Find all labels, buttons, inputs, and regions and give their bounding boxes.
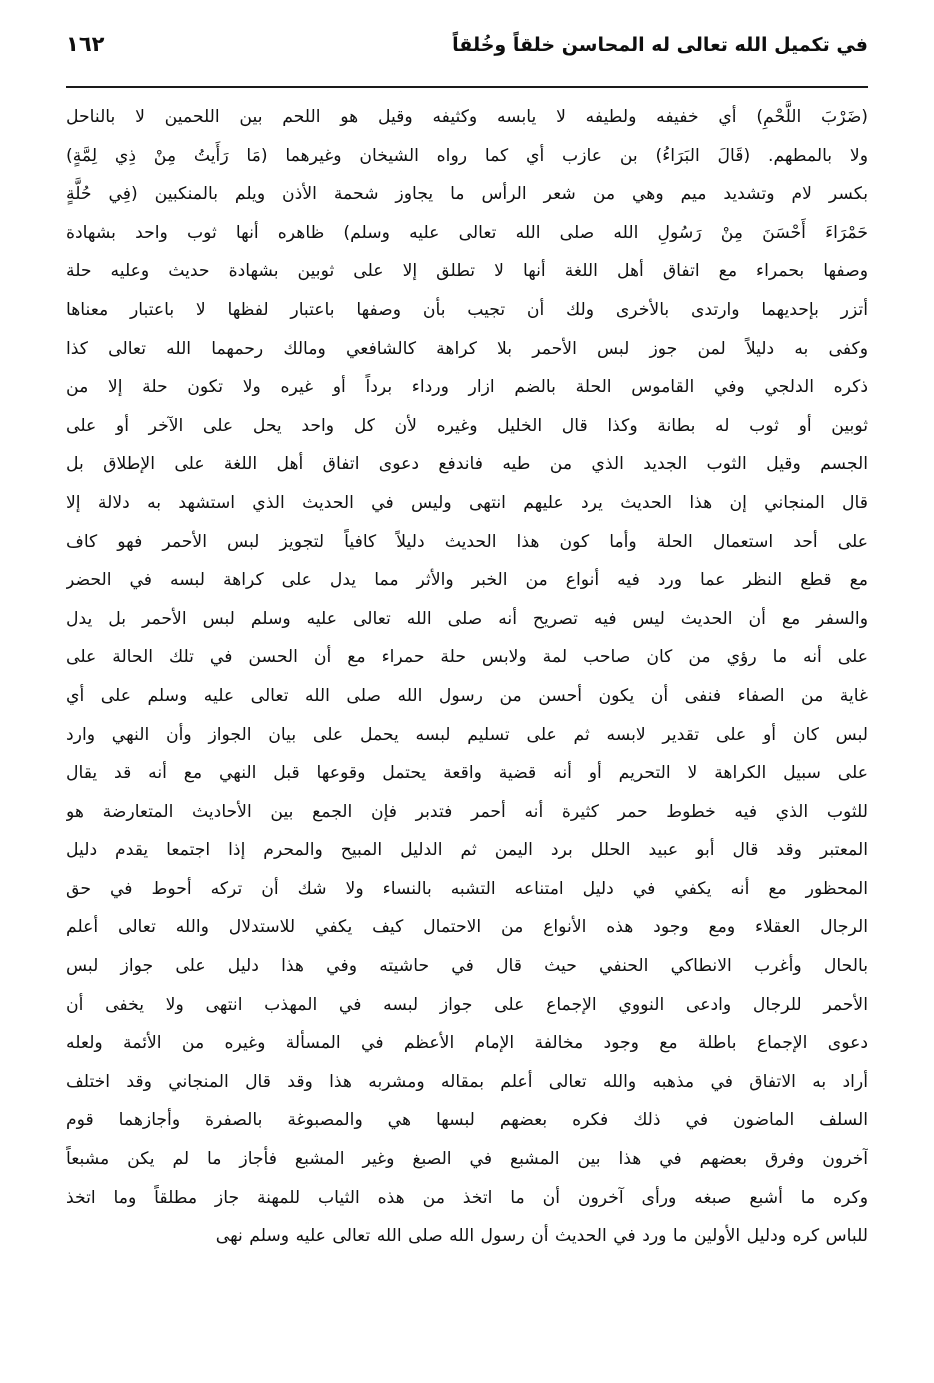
text-line: السلف الماضون في ذلك فكره بعضهم لبسها هي والمصبوغة بالصفرة وأجازهما قوم — [66, 1110, 868, 1131]
text-line: على أنه ما رؤي من كان صاحب لمة ولابس حلة حمراء مع أن الحسن في تلك الحالة على — [66, 647, 868, 668]
text-line: لبس كان أو على تقدير لابسه ثم على تسليم لبسه يحمل على بيان الجواز وأن النهي وارد — [66, 724, 868, 745]
text-line: أتزر بإحديهما وارتدى بالأخرى ولك أن تجيب بأن وصفها باعتبار لفظها لا باعتبار معناها — [66, 299, 868, 320]
text-line: المحظور مع أنه يكفي في دليل امتناعه التشبه بالنساء ولا شك أن تركه أحوط في حق — [66, 878, 868, 899]
text-line: حَمْرَاءَ أَحْسَنَ مِنْ رَسُولِ الله صلى الله تعالى عليه وسلم) ظاهره أنها ثوب واحد بشهادة — [66, 222, 868, 243]
page-number: ١٦٢ — [66, 32, 105, 56]
text-line: والسفر مع أن الحديث ليس فيه تصريح أنه صلى الله تعالى عليه وسلم لبس الأحمر بل يدل — [66, 608, 868, 629]
text-line: للباس كره ودليل الأولين ما ورد في الحديث أن رسول الله صلى الله تعالى عليه وسلم نهى — [215, 1226, 868, 1247]
text-line: آخرون وفرق بعضهم في هذا بين المشبع في الصبغ وغير المشبع فأجاز ما لم يكن مشبعاً — [66, 1149, 868, 1170]
body-text — [66, 98, 868, 1256]
text-line: على سبيل الكراهة لا التحريم أو أنه قضية واقعة يحتمل وقوعها قبل النهي مع أنه قد يقال — [66, 763, 868, 784]
text-line: وكفى به دليلاً لمن جوز لبس الأحمر بلا كراهة كالشافعي ومالك رحمهما الله تعالى كذا — [66, 338, 868, 359]
text-line: وكره ما أشبع صبغه ورأى آخرون أن ما اتخذ من هذه الثياب للمهنة جاز مطلقاً وما اتخذ — [66, 1187, 868, 1208]
text-line: ثوبين أو ثوب له بطانة وكذا قال الخليل وغيره لأن كل واحد يحل على الآخر أو على — [66, 415, 868, 436]
text-line: الرجال العقلاء ومع وجود هذه الأنواع من الاحتمال كيف يكفي للاستدلال والله تعالى أعلم — [66, 917, 868, 938]
chapter-title: في تكميل الله تعالى له المحاسن خلقاً وخُلقاً — [452, 34, 868, 56]
text-line: ولا بالمطهم. (قَالَ البَرَاءُ) بن عازب أي كما رواه الشيخان وغيرهما (مَا رَأَيتُ مِنْ ذِي لِمَّةٍ) — [66, 145, 868, 166]
text-line: مع قطع النظر عما ورد فيه أنواع من الخبر والأثر مما يدل على كراهة لبسه في الحضر — [66, 570, 868, 591]
text-line: بكسر لام وتشديد ميم وهي من شعر الرأس ما يجاوز شحمة الأذن ويلم بالمنكبين (فِي حُلَّةٍ — [66, 184, 868, 205]
text-line: ذكره الدلجي وفي القاموس الحلة بالضم ازار ورداء برداً أو غيره ولا تكون حلة إلا من — [66, 377, 868, 398]
text-line: بالحال وأغرب الانطاكي الحنفي حيث قال في حاشيته وفي هذا دليل على جواز لبس — [66, 956, 868, 977]
text-line: الجسم وقيل الثوب الجديد الذي من طيه فاندفع دعوى اتفاق أهل اللغة على الإطلاق بل — [66, 454, 868, 475]
text-line: أراد به الاتفاق في مذهبه والله تعالى أعلم بمقاله ومشربه هذا وقد قال المنجاني وقد اختلف — [66, 1071, 868, 1092]
text-line: غاية من الصفاء فنفى أن يكون أحسن من رسول الله صلى الله تعالى عليه وسلم على أي — [66, 685, 868, 706]
text-line: المعتبر وقد قال أبو عبيد الحلل برد اليمن ثم الدليل المبيح والمحرم إذا اجتمعا يقدم دليل — [66, 840, 868, 861]
header-rule — [66, 86, 868, 88]
text-line: قال المنجاني إن هذا الحديث يرد عليهم انتهى وليس في الحديث الذي استشهد به دلالة إلا — [66, 492, 868, 513]
text-line: (ضَرْبَ اللَّحْمِ) أي خفيفه ولطيفه لا يابسه وكثيفه وقيل هو اللحم بين اللحمين لا بالناحل — [66, 107, 868, 127]
text-line: للثوب الذي فيه خطوط حمر كثيرة أنه أحمر فتدبر فإن الجمع بين الأحاديث المتعارضة هو — [66, 801, 868, 822]
running-head — [66, 28, 868, 80]
text-line: على أحد استعمال الحلة وأما كون هذا الحديث دليلاً كافياً لتجويز لبس الأحمر فهو كاف — [66, 531, 868, 552]
text-line: وصفها بحمراء مع اتفاق أهل اللغة أنها لا تطلق إلا على ثوبين بشهادة حديث وعليه حلة — [66, 261, 868, 282]
text-line: الأحمر للرجال وادعى النووي الإجماع على جواز لبسه في المهذب انتهى ولا يخفى أن — [66, 994, 868, 1015]
text-line: دعوى الإجماع باطلة مع وجود مخالفة الإمام الأعظم في المسألة وغيره من الأئمة ولعله — [66, 1033, 868, 1054]
